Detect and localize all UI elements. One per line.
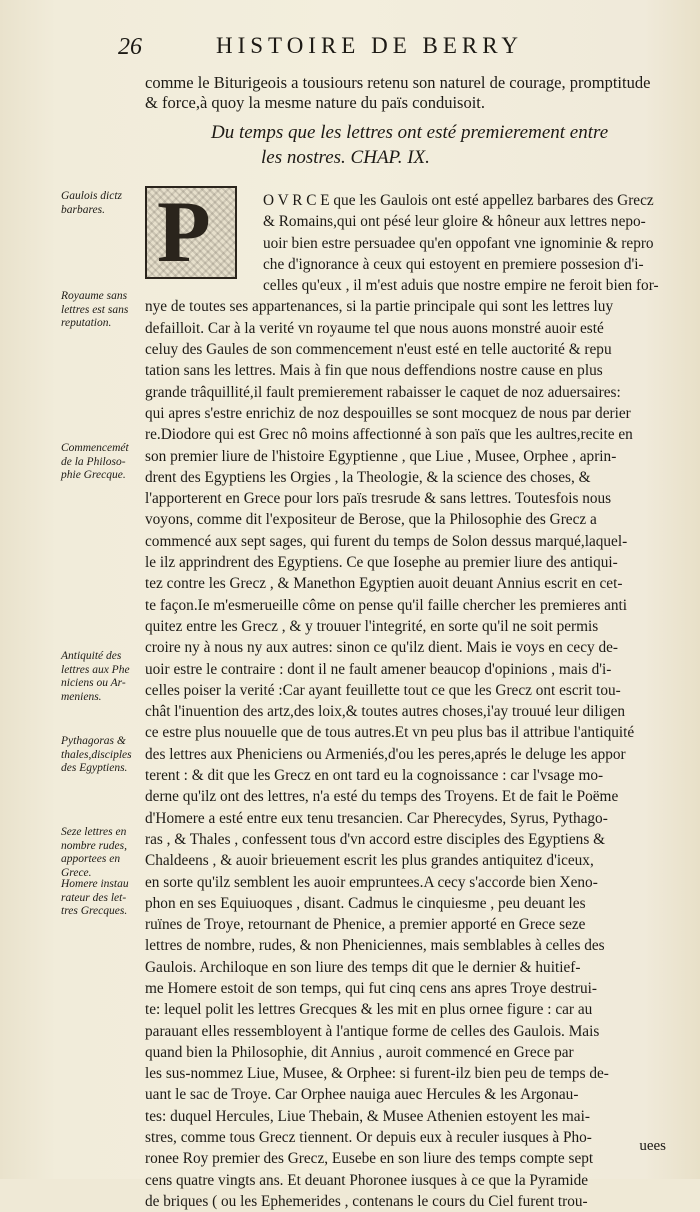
text-line: en sorte qu'ilz semblent les auoir empruntees.A cecy s'accorde bien Xeno- xyxy=(145,873,598,891)
margin-note-line: Commencemét xyxy=(61,442,129,454)
text-line: ce estre plus nouuelle que de tous autres.Et vn peu plus bas il attribue l'antiquité xyxy=(145,724,635,742)
margin-note xyxy=(61,878,145,919)
margin-note-line: nombre rudes, xyxy=(61,839,128,852)
margin-note-line: rateur des let- xyxy=(61,891,127,904)
margin-note xyxy=(61,442,145,483)
text-line: & Romains,qui ont pésé leur gloire & hôneur aux lettres nepo- xyxy=(263,213,646,231)
margin-note-line: des Egyptiens. xyxy=(61,762,128,774)
text-line: croire ny à nous ny aux autres: sinon ce qu'ilz dient. Mais ie voys en cecy de- xyxy=(145,639,618,657)
margin-note xyxy=(61,290,145,331)
text-line: uoir bien estre persuadee qu'en oppofant vne ignominie & repro xyxy=(263,234,654,252)
text-line: celles qu'eux , il m'est aduis que nostre empire ne feroit bien for- xyxy=(263,277,659,295)
text-line: tation sans les lettres. Mais à fin que nous deffendions nostre cause en plus xyxy=(145,362,603,380)
margin-note-line: Seze lettres en xyxy=(61,826,127,838)
text-line: phon en ses Equiuoques , disant. Cadmus le cinquiesme , peu deuant les xyxy=(145,894,586,912)
text-line: chât l'inuention des artz,des loix,& toutes autres choses,i'ay trouué leur diligen xyxy=(145,703,626,721)
text-line: & force,à quoy la mesme nature du païs conduisoit. xyxy=(145,93,485,112)
text-line: tes: duquel Hercules, Liue Thebain, & Musee Athenien estoyent les mai- xyxy=(145,1107,590,1125)
margin-note-line: Homere instau xyxy=(61,878,129,890)
text-line: les sus-nommez Liue, Musee, & Orphee: si furent-ilz bien peu de temps de- xyxy=(145,1065,609,1083)
text-line: voyons, comme dit l'expositeur de Berose, que la Philosophie des Grecz a xyxy=(145,511,597,529)
margin-note-line: phie Grecque. xyxy=(61,469,126,481)
text-line: te façon.Ie m'esmerueille côme on pense qu'il faille chercher les premieres anti xyxy=(145,596,628,614)
initial-letter: P xyxy=(157,186,211,279)
margin-note-line: tres Grecques. xyxy=(61,905,128,917)
margin-note xyxy=(61,650,145,704)
margin-note-line: lettres est sans xyxy=(61,303,129,316)
text-line: drent des Egyptiens les Orgies , la Theologie, & la science des choses, & xyxy=(145,468,591,486)
text-line: qui apres s'estre enrichiz de noz despouilles se sont mocquez de nous par derier xyxy=(145,404,631,422)
text-line: te: lequel polit les lettres Grecques & les mit en plus ornee figure : car au xyxy=(145,1001,593,1019)
margin-note-line: Gaulois dictz xyxy=(61,190,123,202)
text-line: comme le Biturigeois a tousiours retenu son naturel de courage, promptitude xyxy=(145,73,651,92)
margin-note-line: Antiquité des xyxy=(61,650,122,662)
continued-paragraph xyxy=(145,73,667,113)
text-line: nye de toutes ses appartenances, si la partie principale qui sont les lettres luy xyxy=(145,298,614,316)
margin-note xyxy=(61,735,145,776)
text-line: re.Diodore qui est Grec nô moins affectionné à son païs que les aultres,recite en xyxy=(145,426,633,444)
text-line: de briques ( ou les Ephemerides , contenans le cours du Ciel furent trou- xyxy=(145,1192,588,1210)
margin-note-line: lettres aux Phe xyxy=(61,663,130,676)
margin-note-line: niciens ou Ar- xyxy=(61,677,126,689)
text-line: defailloit. Car à la verité vn royaume tel que nous auons monstré auoir esté xyxy=(145,319,604,337)
text-line: celuy des Gaules de son commencement n'eust esté en telle auctorité & repu xyxy=(145,341,612,359)
chapter-title-line: Du temps que les lettres ont esté premierement entre xyxy=(211,122,609,143)
margin-note xyxy=(61,826,145,880)
margin-note-line: Royaume sans xyxy=(61,290,128,302)
text-line: commencé aux sept sages, qui furent du temps de Solon dessus marqué,laquel- xyxy=(145,532,628,550)
text-line: lettres de nombre, rudes, & non Pheniciennes, mais semblables à celles des xyxy=(145,937,605,955)
text-line: quand bien la Philosophie, dit Annius , auroit commencé en Grece par xyxy=(145,1043,574,1061)
text-line: le ilz apprindrent des Egyptiens. Ce que Iosephe au premier liure des antiqui- xyxy=(145,554,618,572)
text-line: ras , & Thales , confessent tous d'vn accord estre disciples des Egyptiens & xyxy=(145,830,605,848)
page-number: 26 xyxy=(118,34,142,60)
running-head: HISTOIRE DE BERRY xyxy=(216,33,523,58)
text-line: grande trâquillité,il fault premierement rabaisser le caquet de noz aduersaires: xyxy=(145,383,621,401)
text-line: O V R C E que les Gaulois ont esté appellez barbares des Grecz xyxy=(263,192,654,209)
text-line: uant le sac de Troye. Car Orphee nauiga auec Hercules & les Argonau- xyxy=(145,1086,579,1104)
margin-note-line: reputation. xyxy=(61,317,112,329)
text-line: quitez entre les Grecz , & y trouuer l'integrité, en sorte qu'il ne soit permis xyxy=(145,617,599,635)
text-line: tez contre les Grecz , & Manethon Egyptien auoit deuant Annius escrit en cet- xyxy=(145,575,623,593)
chapter-title-line: les nostres. CHAP. IX. xyxy=(261,147,430,168)
margin-note-line: thales,disciples xyxy=(61,748,132,761)
margin-note-line: barbares. xyxy=(61,203,105,216)
text-line: che d'ignorance à ceux qui estoyent en premiere possesion d'i- xyxy=(263,255,644,273)
text-line: ronee Roy premier des Grecz, Eusebe en son liure des temps compte sept xyxy=(145,1150,594,1168)
chapter-heading xyxy=(211,120,631,170)
text-line: Gaulois. Archiloque en son liure des temps dit que le dernier & huitief- xyxy=(145,958,581,976)
text-line: derne qu'ilz ont des lettres, n'a esté du temps des Troyens. Et de fait le Poëme xyxy=(145,788,619,806)
margin-note-line: Grece. xyxy=(61,866,92,879)
text-line: uoir estre le contraire : dont il ne fault amener beaucop d'opinions , mais d'i- xyxy=(145,660,612,678)
text-line: son premier liure de l'histoire Egyptienne , que Liue , Musee, Orphee , aprin- xyxy=(145,447,617,465)
margin-note-line: de la Philoso- xyxy=(61,455,126,468)
text-line: terent : & dit que les Grecz en ont tard eu la cognoissance : car l'vsage mo- xyxy=(145,767,604,785)
margin-note-line: meniens. xyxy=(61,690,102,703)
text-line: ruïnes de Troye, retournant de Phenice, a premier apporté en Grece seze xyxy=(145,916,586,934)
text-line: Chaldeens , & auoir brieuement escrit les plus grandes antiquitez d'iceux, xyxy=(145,852,594,870)
margin-note-line: apportees en xyxy=(61,853,121,865)
text-line: parauant elles ressembloyent à l'antique forme de celles des Gaulois. Mais xyxy=(145,1022,600,1040)
text-line: celles poiser la verité :Car ayant feuillette tout ce que les Grecz ont escrit tou- xyxy=(145,681,621,699)
text-line: l'apporterent en Grece pour lors païs tresrude & sans lettres. Toutesfois nous xyxy=(145,490,612,508)
page-header xyxy=(118,30,678,64)
margin-note xyxy=(61,190,145,217)
text-line: des lettres aux Pheniciens ou Armeniés,d'ou les peres,aprés le deluge les appor xyxy=(145,745,626,763)
text-line: d'Homere a esté entre eux tenu tresancien. Car Pherecydes, Syrus, Pythago- xyxy=(145,809,608,827)
chapter-body xyxy=(145,190,669,1212)
catchword: uees xyxy=(639,1138,666,1154)
text-line: cens quatre vingts ans. Et deuant Phoronee iusques à ce que la Pyramide xyxy=(145,1171,589,1189)
margin-note-line: Pythagoras & xyxy=(61,735,126,747)
text-line: me Homere estoit de son temps, qui fut cinq cens ans apres Troye destrui- xyxy=(145,979,598,997)
text-line: stres, comme tous Grecz tiennent. Or depuis eux à reculer iusques à Pho- xyxy=(145,1129,592,1147)
